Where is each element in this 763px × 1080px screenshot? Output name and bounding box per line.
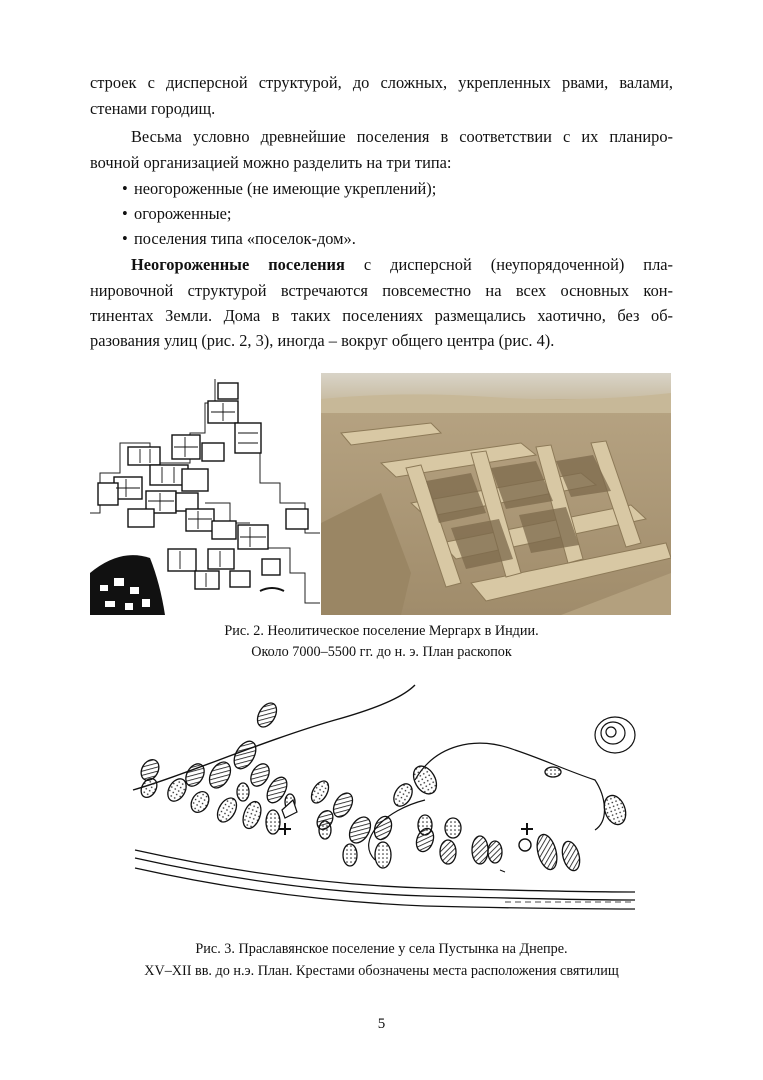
text-line: строек с дисперсной структурой, до сложных, укрепленных рвами, валами, bbox=[90, 73, 673, 92]
text-line: Весьма условно древнейшие поселения в соответствии с их планиро- bbox=[131, 127, 673, 146]
figure-3-caption-line: XV–XII вв. до н.э. План. Крестами обозначены места расположения святилищ bbox=[144, 963, 619, 979]
figure-3-caption-line: Рис. 3. Праславянское поселение у села Пустынка на Днепре. bbox=[195, 941, 568, 957]
bullet-icon: • bbox=[122, 204, 128, 223]
text-run: с дисперсной (неупорядоченной) пла- bbox=[344, 255, 673, 274]
bullet-text: поселения типа «поселок-дом». bbox=[134, 229, 356, 248]
bullet-icon: • bbox=[122, 229, 128, 248]
excavation-plan-drawing bbox=[90, 373, 320, 615]
bullet-item bbox=[122, 201, 232, 227]
settlement-plan-drawing bbox=[125, 680, 640, 932]
bold-term: Неогороженные поселения bbox=[131, 255, 345, 274]
text-line: нировочной структурой встречаются повсеместно на всех основных кон- bbox=[90, 281, 673, 300]
bullet-icon: • bbox=[122, 179, 128, 198]
text-line: разования улиц (рис. 2, 3), иногда – вокруг общего центра (рис. 4). bbox=[90, 331, 555, 350]
figure-2-caption-line: Рис. 2. Неолитическое поселение Мергарх в Индии. bbox=[224, 623, 539, 639]
excavation-photo bbox=[321, 373, 671, 615]
text-line: стенами городищ. bbox=[90, 99, 216, 118]
text-line: тинентах Земли. Дома в таких поселениях размещались хаотично, без об- bbox=[90, 306, 673, 325]
bullet-text: огороженные; bbox=[134, 204, 232, 223]
figure-2-caption-line: Около 7000–5500 гг. до н. э. План раскопок bbox=[251, 644, 512, 660]
bullet-item bbox=[122, 176, 437, 202]
text-line: вочной организацией можно разделить на три типа: bbox=[90, 153, 452, 172]
bullet-item bbox=[122, 226, 356, 252]
bullet-text: неогороженные (не имеющие укреплений); bbox=[134, 179, 437, 198]
text-line bbox=[90, 252, 673, 278]
page-number: 5 bbox=[377, 1016, 386, 1032]
